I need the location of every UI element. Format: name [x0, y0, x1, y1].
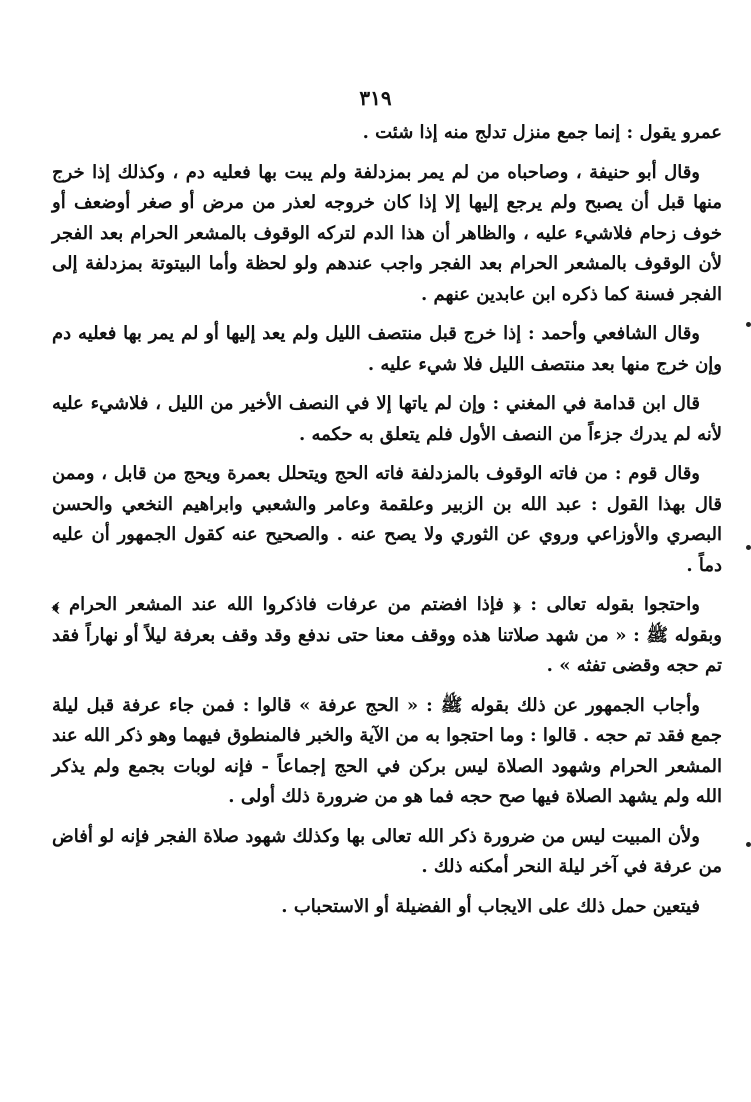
paragraph-2: وقال أبو حنيفة ، وصاحباه من لم يمر بمزدلفة ولم يبت بها فعليه دم ، وكذلك إذا خرج منها قبل أن يصبح ولم يرجع إليها إلا إذا كان خروجه لعذر من مرض أو صغر أوضعف أو خوف زحام فلاشيء عليه ، والظاهر أن هذا الدم لتركه الوقوف بالمشعر الحرام بعد الفجر لأن الوقوف بالمشعر الحرام بعد الفجر واجب عندهم ولو لحظة وأما البيتوتة بمزدلفة إلى الفجر فسنة كما ذكره ابن عابدين عنهم . — [52, 161, 722, 305]
paragraph-8: ولأن المبيت ليس من ضرورة ذكر الله تعالى بها وكذلك شهود صلاة الفجر فإنه لو أفاض من عرفة في آخر ليلة النحر أمكنه ذلك . — [52, 825, 722, 877]
paragraph-5: وقال قوم : من فاته الوقوف بالمزدلفة فاته الحج ويتحلل بعمرة ويحج من قابل ، وممن قال بهذا القول : عبد الله بن الزبير وعلقمة وعامر والشعبي وابراهيم النخعي والحسن البصري والأوزاعي وروي عن الثوري ولا يصح عنه . والصحيح عنه كقول الجمهور أن عليه دماً . — [52, 463, 722, 576]
paragraph-3: وقال الشافعي وأحمد : إذا خرج قبل منتصف الليل ولم يعد إليها أو لم يمر بها فعليه دم وإن خرج منها بعد منتصف الليل فلا شيء عليه . — [52, 323, 722, 375]
page-number: ٣١٩ — [359, 86, 392, 110]
paragraph-6: واحتجوا بقوله تعالى : ﴿ فإذا افضتم من عرفات فاذكروا الله عند المشعر الحرام ﴾ وبقوله ﷺ : « من شهد صلاتنا هذه ووقف معنا حتى ندفع وقد وقف بعرفة ليلاً أو نهاراً فقد تم حجه وقضى تفثه » . — [52, 594, 722, 676]
margin-dot — [746, 842, 751, 847]
paragraph-9: فيتعين حمل ذلك على الايجاب أو الفضيلة أو الاستحباب . — [281, 895, 700, 917]
margin-dot — [746, 545, 751, 550]
paragraph-7: وأجاب الجمهور عن ذلك بقوله ﷺ : « الحج عرفة » قالوا : فمن جاء عرفة قبل ليلة جمع فقد تم حجه . قالوا : وما احتجوا به من الآية والخبر فالمنطوق فيهما وهو ذكر الله عند المشعر الحرام وشهود الصلاة ليس بركن في الحج إجماعاً - فإنه لوبات بجمع ولم يذكر الله ولم يشهد الصلاة فيها صح حجه فما هو من ضرورة ذلك أولى . — [51, 694, 722, 807]
paragraph-4: قال ابن قدامة في المغني : وإن لم ياتها إلا في النصف الأخير من الليل ، فلاشيء عليه لأنه لم يدرك جزءاً من النصف الأول فلم يتعلق به حكمه . — [52, 393, 722, 445]
margin-dot — [746, 322, 751, 327]
paragraph-1: عمرو يقول : إنما جمع منزل تدلج منه إذا شئت . — [362, 122, 722, 143]
page-body — [52, 118, 722, 931]
